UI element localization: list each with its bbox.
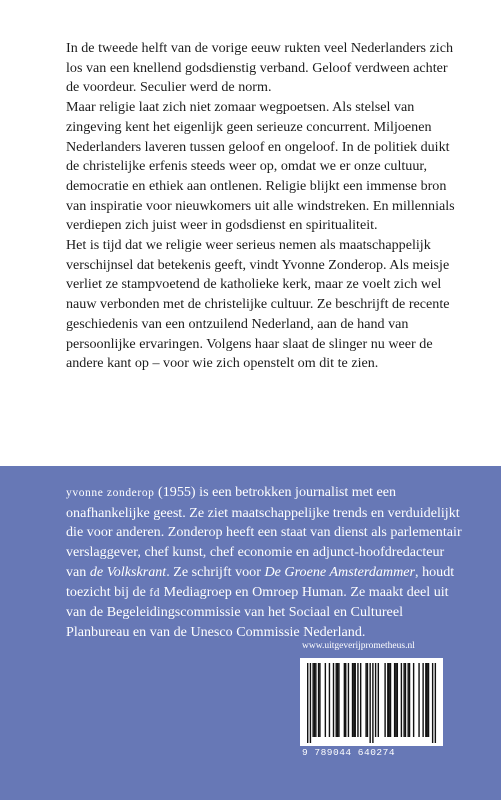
barcode-bar [422, 663, 423, 737]
barcode-bar [405, 663, 406, 737]
barcode-bar [428, 663, 429, 737]
bio-text-1: (1955) is een betrokken journalist met een onafhankelijke geest. Ze ziet maatschappelijke trends en verduidelijkt die voor anderen. Zonderop heeft een staat van dienst als parlementair verslaggever, chef kunst, chef economie en adjunct-hoofdredacteur van [66, 484, 462, 580]
barcode-bar [360, 663, 361, 737]
barcode-bar [312, 663, 313, 737]
barcode-bar [425, 663, 426, 737]
barcode-bar [338, 663, 339, 737]
barcode-bar [352, 663, 353, 737]
barcode-bar [337, 663, 338, 737]
barcode-bar [353, 663, 354, 737]
barcode-bar [314, 663, 315, 737]
bio-groene: De Groene Amsterdammer [264, 563, 416, 580]
bio-text-4: Mediagroep en Omroep Human. Ze maakt deel uit van de Begeleidingscommissie van het Sociaal en Cultureel Planbureau en van de Unesco Commissie Nederland. [66, 583, 449, 640]
barcode-bar [387, 663, 388, 737]
barcode-bar [394, 663, 395, 737]
author-bio [66, 483, 466, 643]
publisher-url: www.uitgeverijprometheus.nl [302, 641, 415, 651]
barcode-bar [418, 663, 419, 737]
barcode-bar [375, 663, 376, 737]
barcode-bar [355, 663, 356, 737]
barcode-bar [318, 663, 319, 737]
isbn-number: 9 789044 640274 [302, 747, 396, 758]
barcode-bar [397, 663, 398, 737]
barcode-bar [315, 663, 316, 737]
barcode-bar [369, 663, 370, 743]
barcode-bar [348, 663, 349, 737]
barcode-bar [319, 663, 320, 737]
barcode-bar [357, 663, 358, 737]
barcode-bar [435, 663, 436, 743]
barcode-bar [407, 663, 408, 737]
barcode-bar [372, 663, 373, 743]
barcode-bar [344, 663, 345, 737]
barcode-bar [367, 663, 368, 737]
bio-fd: fd [149, 586, 161, 599]
barcode-bar [310, 663, 311, 743]
barcode-bar [325, 663, 326, 737]
barcode-bar [403, 663, 404, 737]
barcode-bar [401, 663, 402, 737]
barcode-bar [345, 663, 346, 737]
bio-text-3: , houdt toezicht bij de [66, 563, 455, 600]
barcode-bar [329, 663, 330, 737]
barcode-bar [365, 663, 366, 737]
barcode-bar [384, 663, 385, 737]
barcode-bar [413, 663, 414, 737]
barcode-bar [432, 663, 433, 743]
barcode-bar [378, 663, 379, 737]
barcode-bar [426, 663, 427, 737]
author-panel [0, 466, 501, 800]
barcode-bar [390, 663, 391, 737]
barcode-bar [388, 663, 389, 737]
author-name: yvonne zonderop [66, 487, 155, 499]
barcode [300, 658, 443, 746]
barcode-bar [333, 663, 334, 737]
blurb-paragraph-3: Het is tijd dat we religie weer serieus nemen als maatschappelijk verschijnsel dat betekenis geeft, vindt Yvonne Zonderop. Als meisje verliet ze stampvoetend de katholieke kerk, maar ze voelt zich wel nauw verbonden met de christelijke cultuur. Ze beschrijft de recente geschiedenis van een ontzuilend Nederland, aan de hand van persoonlijke ervaringen. Volgens haar slaat de slinger nu weer de andere kant op – voor wie zich openstelt om dit te zien. [66, 237, 450, 372]
blurb-paragraph-2: Maar religie laat zich niet zomaar wegpoetsen. Als stelsel van zingeving kent het eigenlijk geen serieuze concurrent. Miljoenen Nederlanders laveren tussen geloof en ongeloof. In de politiek duikt de christelijke erfenis steeds weer op, omdat we er onze cultuur, democratie en ethiek aan ontlenen. Religie blijkt een immense bron van inspiratie voor nieuwkomers uit alle windstreken. En millennials verdiepen zich juist weer in godsdienst en spiritualiteit. [66, 99, 455, 234]
barcode-bars [300, 658, 443, 746]
blurb-text [66, 39, 464, 374]
barcode-bar [307, 663, 308, 743]
barcode-bar [409, 663, 410, 737]
barcode-bar [336, 663, 337, 737]
blurb-paragraph-1: In de tweede helft van de vorige eeuw rukten veel Nederlanders zich los van een knellend godsdienstig verband. Geloof verdween achter de voordeur. Seculier werd de norm. [66, 40, 454, 96]
bio-volkskrant: de Volkskrant [89, 563, 167, 580]
bio-text-2: . Ze schrijft voor [166, 563, 265, 580]
barcode-bar [395, 663, 396, 737]
